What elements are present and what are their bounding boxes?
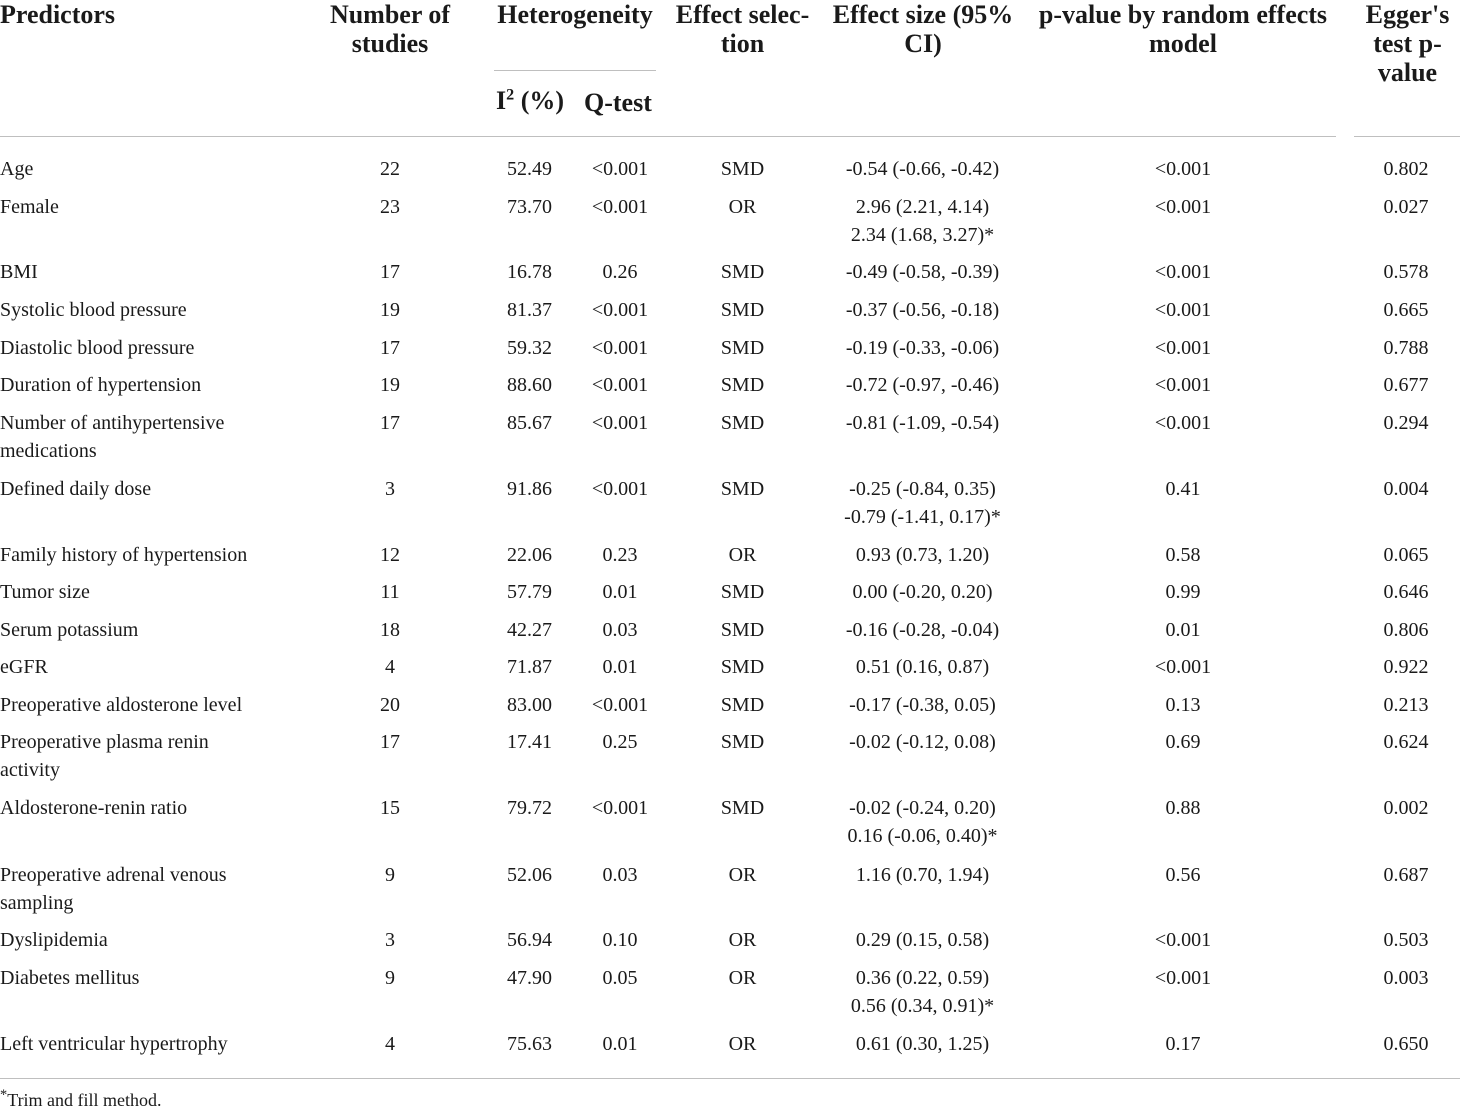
cell-es: 0.00 (-0.20, 0.20): [852, 581, 993, 603]
cell-q: 0.01: [602, 1033, 638, 1055]
cell-egger: 0.650: [1383, 1033, 1429, 1055]
cell-egger: 0.677: [1383, 374, 1429, 396]
cell-egger: 0.065: [1383, 544, 1429, 566]
cell-q: <0.001: [591, 299, 649, 321]
cell-q: 0.01: [602, 656, 638, 678]
header-heterogeneity: Heterogeneity: [497, 0, 653, 29]
cell-sel: SMD: [720, 478, 765, 500]
header-bottom-rule-egger: [1354, 136, 1460, 137]
cell-es2: 0.16 (-0.06, 0.40)*: [847, 825, 998, 847]
cell-sel: SMD: [720, 299, 765, 321]
cell-predictor: Preoperative aldosterone level: [0, 694, 243, 716]
cell-egger: 0.002: [1383, 797, 1429, 819]
cell-predictor: Serum potassium: [0, 619, 139, 641]
cell-p: <0.001: [1154, 337, 1212, 359]
cell-predictor: Aldosterone-renin ratio: [0, 797, 188, 819]
header-q-test: Q-test: [584, 88, 652, 117]
cell-q: <0.001: [591, 478, 649, 500]
cell-q: 0.25: [602, 731, 638, 753]
cell-p: 0.17: [1165, 1033, 1201, 1055]
cell-predictor2: activity: [0, 759, 60, 781]
cell-i2: 56.94: [507, 929, 552, 951]
cell-i2: 22.06: [507, 544, 552, 566]
cell-predictor: eGFR: [0, 656, 48, 678]
cell-studies: 20: [380, 694, 400, 716]
cell-q: <0.001: [591, 412, 649, 434]
cell-studies: 12: [380, 544, 400, 566]
cell-p: <0.001: [1154, 299, 1212, 321]
cell-es: 0.61 (0.30, 1.25): [855, 1033, 990, 1055]
cell-es: 0.51 (0.16, 0.87): [855, 656, 990, 678]
cell-q: 0.03: [602, 864, 638, 886]
table-bottom-rule: [0, 1078, 1460, 1079]
cell-studies: 19: [380, 374, 400, 396]
cell-studies: 22: [380, 158, 400, 180]
cell-i2: 79.72: [507, 797, 552, 819]
cell-i2: 52.06: [507, 864, 552, 886]
header-effect-size: Effect size (95% CI): [832, 0, 1014, 58]
cell-egger: 0.578: [1383, 261, 1429, 283]
cell-predictor: Tumor size: [0, 581, 90, 603]
cell-predictor: Preoperative plasma renin: [0, 731, 209, 753]
cell-es: 0.93 (0.73, 1.20): [855, 544, 990, 566]
cell-sel: OR: [728, 1033, 757, 1055]
i2-label: I: [496, 86, 507, 115]
cell-predictor: Defined daily dose: [0, 478, 152, 500]
cell-predictor: Diastolic blood pressure: [0, 337, 195, 359]
cell-i2: 52.49: [507, 158, 552, 180]
cell-p: 0.41: [1165, 478, 1201, 500]
header-predictors: Predictors: [0, 0, 116, 29]
cell-predictor: Systolic blood pressure: [0, 299, 187, 321]
cell-predictor: Duration of hypertension: [0, 374, 202, 396]
cell-p: 0.99: [1165, 581, 1201, 603]
cell-egger: 0.213: [1383, 694, 1429, 716]
cell-es2: 2.34 (1.68, 3.27)*: [850, 224, 995, 246]
cell-studies: 17: [380, 412, 400, 434]
cell-studies: 17: [380, 261, 400, 283]
header-egger: Egger's test p-value: [1365, 0, 1450, 87]
footnote: [0, 1088, 162, 1112]
cell-studies: 17: [380, 731, 400, 753]
cell-p: 0.01: [1165, 619, 1201, 641]
cell-studies: 15: [380, 797, 400, 819]
cell-q: 0.01: [602, 581, 638, 603]
cell-q: 0.26: [602, 261, 638, 283]
cell-q: <0.001: [591, 374, 649, 396]
cell-p: 0.13: [1165, 694, 1201, 716]
cell-studies: 11: [380, 581, 400, 603]
footnote-text: Trim and fill method.: [7, 1090, 162, 1110]
cell-p: <0.001: [1154, 412, 1212, 434]
cell-predictor2: medications: [0, 440, 97, 462]
cell-es: -0.49 (-0.58, -0.39): [845, 261, 1000, 283]
cell-egger: 0.788: [1383, 337, 1429, 359]
cell-sel: SMD: [720, 619, 765, 641]
cell-p: <0.001: [1154, 929, 1212, 951]
cell-predictor: Preoperative adrenal venous: [0, 864, 227, 886]
cell-es: 0.36 (0.22, 0.59): [855, 967, 990, 989]
cell-q: 0.03: [602, 619, 638, 641]
cell-p: <0.001: [1154, 656, 1212, 678]
cell-sel: SMD: [720, 731, 765, 753]
heterogeneity-underline: [494, 70, 656, 71]
cell-i2: 59.32: [507, 337, 552, 359]
cell-i2: 47.90: [507, 967, 552, 989]
cell-sel: SMD: [720, 581, 765, 603]
i2-unit: (%): [520, 86, 565, 115]
cell-q: <0.001: [591, 158, 649, 180]
cell-sel: SMD: [720, 656, 765, 678]
cell-predictor: Family history of hypertension: [0, 544, 248, 566]
cell-egger: 0.806: [1383, 619, 1429, 641]
cell-egger: 0.294: [1383, 412, 1429, 434]
cell-es: -0.17 (-0.38, 0.05): [849, 694, 996, 716]
cell-q: 0.23: [602, 544, 638, 566]
cell-es: 1.16 (0.70, 1.94): [855, 864, 990, 886]
cell-studies: 18: [380, 619, 400, 641]
cell-egger: 0.003: [1383, 967, 1429, 989]
cell-egger: 0.027: [1383, 196, 1429, 218]
cell-q: <0.001: [591, 694, 649, 716]
cell-i2: 71.87: [507, 656, 552, 678]
cell-i2: 57.79: [507, 581, 552, 603]
cell-sel: SMD: [720, 261, 765, 283]
cell-es: -0.16 (-0.28, -0.04): [845, 619, 1000, 641]
cell-es: -0.72 (-0.97, -0.46): [845, 374, 1000, 396]
cell-predictor: Age: [0, 158, 34, 180]
cell-i2: 88.60: [507, 374, 552, 396]
cell-es: -0.37 (-0.56, -0.18): [845, 299, 1000, 321]
cell-sel: SMD: [720, 694, 765, 716]
cell-p: <0.001: [1154, 967, 1212, 989]
cell-egger: 0.624: [1383, 731, 1429, 753]
cell-sel: SMD: [720, 412, 765, 434]
cell-sel: OR: [728, 967, 757, 989]
cell-q: 0.05: [602, 967, 638, 989]
cell-predictor: Left ventricular hypertrophy: [0, 1033, 228, 1055]
header-bottom-rule: [0, 136, 1336, 137]
cell-q: <0.001: [591, 196, 649, 218]
header-i2: [496, 86, 564, 115]
cell-egger: 0.802: [1383, 158, 1429, 180]
cell-studies: 19: [380, 299, 400, 321]
cell-p: 0.69: [1165, 731, 1201, 753]
i2-superscript: 2: [506, 86, 515, 104]
cell-es: -0.54 (-0.66, -0.42): [845, 158, 1000, 180]
cell-es: 0.29 (0.15, 0.58): [855, 929, 990, 951]
cell-i2: 16.78: [507, 261, 552, 283]
cell-i2: 73.70: [507, 196, 552, 218]
cell-sel: SMD: [720, 158, 765, 180]
cell-q: <0.001: [591, 797, 649, 819]
cell-p: 0.56: [1165, 864, 1201, 886]
cell-predictor: Female: [0, 196, 59, 218]
cell-i2: 91.86: [507, 478, 552, 500]
footnote-mark: *: [0, 1087, 8, 1103]
cell-es2: -0.79 (-1.41, 0.17)*: [844, 506, 1001, 528]
header-p-random: p-value by random effects model: [1038, 0, 1328, 58]
cell-studies: 3: [385, 478, 395, 500]
cell-sel: OR: [728, 929, 757, 951]
cell-es: -0.25 (-0.84, 0.35): [849, 478, 996, 500]
cell-predictor: BMI: [0, 261, 38, 283]
cell-egger: 0.922: [1383, 656, 1429, 678]
cell-egger: 0.503: [1383, 929, 1429, 951]
cell-studies: 4: [385, 656, 395, 678]
cell-sel: OR: [728, 864, 757, 886]
cell-sel: SMD: [720, 797, 765, 819]
cell-studies: 4: [385, 1033, 395, 1055]
cell-egger: 0.004: [1383, 478, 1429, 500]
cell-egger: 0.646: [1383, 581, 1429, 603]
header-effect-selection: Effect selec-tion: [675, 0, 810, 58]
cell-i2: 75.63: [507, 1033, 552, 1055]
cell-predictor: Number of antihypertensive: [0, 412, 225, 434]
cell-studies: 23: [380, 196, 400, 218]
cell-es: -0.81 (-1.09, -0.54): [845, 412, 1000, 434]
cell-egger: 0.665: [1383, 299, 1429, 321]
cell-sel: SMD: [720, 374, 765, 396]
cell-predictor: Diabetes mellitus: [0, 967, 140, 989]
cell-p: <0.001: [1154, 374, 1212, 396]
cell-egger: 0.687: [1383, 864, 1429, 886]
cell-sel: OR: [728, 196, 757, 218]
cell-p: 0.58: [1165, 544, 1201, 566]
cell-p: <0.001: [1154, 261, 1212, 283]
cell-q: <0.001: [591, 337, 649, 359]
cell-sel: SMD: [720, 337, 765, 359]
cell-es: -0.19 (-0.33, -0.06): [845, 337, 1000, 359]
cell-es2: 0.56 (0.34, 0.91)*: [850, 995, 995, 1017]
cell-predictor: Dyslipidemia: [0, 929, 108, 951]
cell-i2: 83.00: [507, 694, 552, 716]
cell-i2: 17.41: [507, 731, 552, 753]
cell-q: 0.10: [602, 929, 638, 951]
cell-i2: 85.67: [507, 412, 552, 434]
cell-studies: 9: [385, 967, 395, 989]
header-number-of-studies: Number of studies: [329, 0, 451, 58]
cell-i2: 42.27: [507, 619, 552, 641]
cell-sel: OR: [728, 544, 757, 566]
cell-studies: 17: [380, 337, 400, 359]
cell-predictor2: sampling: [0, 892, 74, 914]
cell-studies: 9: [385, 864, 395, 886]
cell-i2: 81.37: [507, 299, 552, 321]
cell-p: <0.001: [1154, 158, 1212, 180]
cell-p: 0.88: [1165, 797, 1201, 819]
cell-es: -0.02 (-0.24, 0.20): [849, 797, 996, 819]
cell-p: <0.001: [1154, 196, 1212, 218]
cell-es: -0.02 (-0.12, 0.08): [849, 731, 996, 753]
cell-es: 2.96 (2.21, 4.14): [855, 196, 990, 218]
cell-studies: 3: [385, 929, 395, 951]
